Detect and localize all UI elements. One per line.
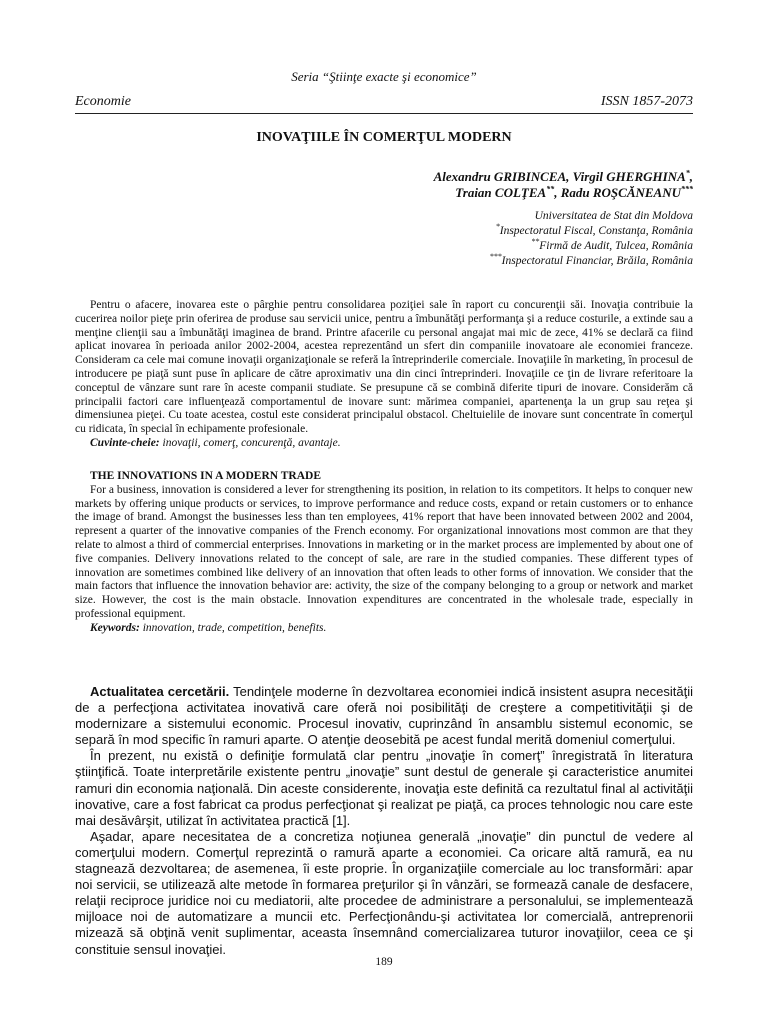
body-paragraph-2: În prezent, nu există o definiţie formulată clar pentru „inovaţie în comerţ” înregistrată în literatura ştiinţifică. Toate interpretările existente pentru „inovaţie” sunt destul de generale şi caracteristice anumitei ramuri din economia naţională. Din aceste considerente, inovaţia este definită ca rezultatul final al activităţii inovative, care a fost fabricat ca produs perfecţionat şi realizat pe piaţă, ca proces tehnologic nou care este mai desăvârşit, utilizat în activitatea practică [1]. [75, 748, 693, 828]
author-list [434, 169, 693, 201]
affiliations [490, 209, 693, 269]
author-line-1: Alexandru GRIBINCEA, Virgil GHERGHINA*, [433, 168, 693, 184]
abstract-en-heading: THE INNOVATIONS IN A MODERN TRADE [90, 470, 322, 482]
affiliation-3: **Firmă de Audit, Tulcea, România [531, 237, 693, 252]
abstract-en-text: For a business, innovation is considered a lever for strengthening its position, in relation to its competitors. It helps to conquer new markets by offering unique products or services, to improve performance and reduce costs, expand or retain customers or to enhance the image of brand. Amongst the businesses less than ten employees, 41% report that have been innovated between 2002 and 2004, represent a quarter of the innovative companies of the French economy. For organizational innovations most common are that they relate to almost a third of commercial enterprises. Innovations in marketing or in the market process are implemented by about one of five companies. Delivery innovations related to the concept of sale, are rare in the studied companies. These different types of innovation are sometimes combined like delivery of an innovation that often leads to other forms of innovation. We consider that the main factors that influence the innovation behavior are: activity, the size of the company belonging to a group or network and market size. However, the cost is the main obstacle. Innovation expenditures are concentrated in the wholesale trade, especially in professional equipment. [75, 483, 693, 620]
affiliation-2: *Inspectoratul Fiscal, Constanţa, România [495, 222, 693, 237]
journal-series: Seria “Ştiinţe exacte şi economice” [291, 69, 477, 84]
author-line-2: Traian COLŢEA**, Radu ROŞCĂNEANU*** [455, 184, 693, 200]
issn: ISSN 1857-2073 [600, 94, 693, 109]
keywords-en: Keywords: innovation, trade, competition, benefits. [90, 621, 327, 634]
affiliation-4: ***Inspectoratul Financiar, Brăila, România [489, 252, 693, 267]
article-title: INOVAŢIILE ÎN COMERŢUL MODERN [256, 130, 512, 145]
header-rule [75, 113, 693, 114]
body-paragraph-1: Actualitatea cercetării. Tendinţele moderne în dezvoltarea economiei indică insistent asupra necesităţii de a perfecţiona activitatea inovativă care oferă noi posibilităţi de creştere a competitivităţii şi de modernizare a sistemului economic. Procesul inovativ, cuprinzând în ansamblu sistemul economic, se separă în mod specific în ramuri aparte. O atenţie deosebită pe acest fundal merită domeniul comerţului. [75, 684, 694, 748]
affiliation-1: Universitatea de Stat din Moldova [534, 210, 693, 222]
article-body [75, 684, 693, 958]
abstract-romanian [75, 299, 693, 451]
section-lead: Actualitatea cercetării. [90, 684, 230, 699]
abstract-english [75, 470, 693, 636]
body-paragraph-3: Aşadar, apare necesitatea de a concretiza noţiunea generală „inovaţie” din punctul de vedere al comerţului modern. Comerţul reprezintă o ramură aparte a economiei. Ca oricare altă ramură, ea nu stagnează dezvoltarea; de asemenea, îi este proprie. În organizaţiile comerciale au loc transformări: apar noi servicii, se utilizează alte metode în formarea preţurilor şi în vânzări, se formează canale de desfacere, relaţii reciproce juridice noi cu mediatorii, alte procedee de administrare a personalului, se implementează mijloace noi de automatizare a muncii etc. Perfecţionându-şi activitatea lor comercială, antreprenorii mizează să obţină venit suplimentar, aceasta însemnând comercializarea tuturor inovaţiilor, ceea ce şi constituie sensul inovaţiei. [75, 828, 693, 957]
section-name: Economie [75, 94, 131, 109]
abstract-ro-text: Pentru o afacere, inovarea este o pârghie pentru consolidarea poziţiei sale în raport cu concurenţii săi. Inovaţia contribuie la cucerirea noilor pieţe prin oferirea de produse sau servicii unice, pentru a îmbunătăţi performanţa şi a reduce costurile, a extinde sau a menţine clienţii sau a îmbunătăţi imaginea de brand. Printre afacerile cu personal angajat mai mic de zece, 41% se declară ca fiind aplicat inovarea în perioada anilor 2002-2004, acestea reprezentând un sfert din companiile inovatoare ale economiei franceze. Consideram ca cele mai comune inovaţii organizaţionale se referă la întreprinderile comerciale. Inovaţiile în marketing, în procesul de introducere pe piaţă sunt puse în aplicare de către aproximativ una din cinci întreprinderi. Inovaţiile ce ţin de livrare referitoare la conceptul de vânzare sunt rare în aceste companii studiate. Se presupune că se combină diferite tipuri de inovare. Considerăm că principalii factori care influenţează comportamentul de inovare sunt: mărimea companiei, apartenenţa la un grup sau reţea şi dimensiunea pieţei. Cu toate acestea, costul este considerat principalul obstacol. Cheltuielile de inovare sunt concentrate în comerţul cu ridicata, în special în echipamente profesionale. [75, 299, 693, 436]
keywords-ro: Cuvinte-cheie: inovaţii, comerţ, concurenţă, avantaje. [90, 436, 341, 449]
page-number: 189 [375, 956, 393, 968]
